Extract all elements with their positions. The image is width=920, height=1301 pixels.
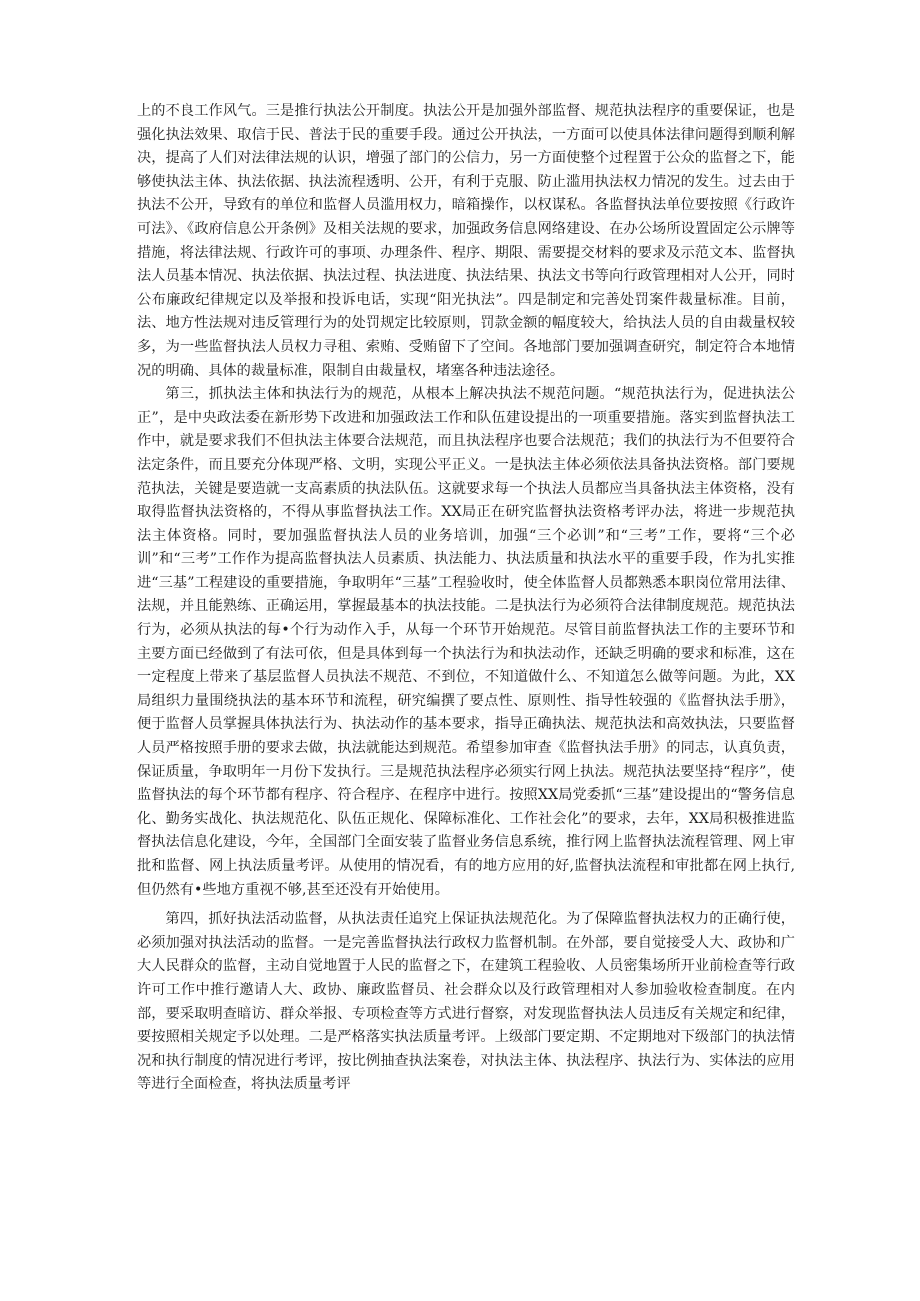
- document-page: [137, 100, 795, 1097]
- paragraph-3: 第四，抓好执法活动监督，从执法责任追究上保证执法规范化。为了保障监督执法权力的正确行使，必须加强对执法活动的监督。一是完善监督执法行政权力监督机制。在外部，要自觉接受人大、政协和广大人民群众的监督，主动自觉地置于人民的监督之下，在建筑工程验收、人员密集场所开业前检查等行政许可工作中推行邀请人大、政协、廉政监督员、社会群众以及行政管理相对人参加验收检查制度。在内部，要采取明查暗访、群众举报、专项检查等方式进行督察，对发现监督执法人员违反有关规定和纪律，要按照相关规定予以处理。二是严格落实执法质量考评。上级部门要定期、不定期地对下级部门的执法情况和执行制度的情况进行考评，按比例抽查执法案卷，对执法主体、执法程序、执法行为、实体法的应用等进行全面检查，将执法质量考评: [137, 911, 795, 1093]
- paragraph-2: 第三，抓执法主体和执法行为的规范，从根本上解决执法不规范问题。“规范执法行为，促进执法公正”，是中央政法委在新形势下改进和加强政法工作和队伍建设提出的一项重要措施。落实到监督执法工作中，就是要求我们不但执法主体要合法规范，而且执法程序也要合法规范；我们的执法行为不但要符合法定条件，而且要充分体现严格、文明，实现公平正义。一是执法主体必须依法具备执法资格。部门要规范执法，关键是要造就一支高素质的执法队伍。这就要求每一个执法人员都应当具备执法主体资格，没有取得监督执法资格的，不得从事监督执法工作。XX局正在研究监督执法资格考评办法，将进一步规范执法主体资格。同时，要加强监督执法人员的业务培训，加强“三个必训”和“三考”工作，要将“三个必训”和“三考”工作作为提高监督执法人员素质、执法能力、执法质量和执法水平的重要手段，作为扎实推进“三基”工程建设的重要措施，争取明年“三基”工程验收时，使全体监督人员都熟悉本职岗位常用法律、法规，并且能熟练、正确运用，掌握最基本的执法技能。二是执法行为必须符合法律制度规范。规范执法行为，必须从执法的每•个行为动作入手，从每一个环节开始规范。尽管目前监督执法工作的主要环节和主要方面已经做到了有法可依，但是具体到每一个执法行为和执法动作，还缺乏明确的要求和标准，这在一定程度上带来了基层监督人员执法不规范、不到位，不知道做什么、不知道怎么做等问题。为此，XX局组织力量围绕执法的基本环节和流程，研究编撰了要点性、原则性、指导性较强的《监督执法手册》，便于监督人员掌握具体执法行为、执法动作的基本要求，指导正确执法、规范执法和高效执法，只要监督人员严格按照手册的要求去做，执法就能达到规范。希望参加审查《监督执法手册》的同志，认真负责，保证质量，争取明年一月份下发执行。三是规范执法程序必须实行网上执法。规范执法要坚持“程序”，使监督执法的每个环节都有程序、符合程序、在程序中进行。按照XX局党委抓“三基”建设提出的“警务信息化、勤务实战化、执法规范化、队伍正规化、保障标准化、工作社会化”的要求，去年，XX局积极推进监督执法信息化建设，今年，全国部门全面安装了监督业务信息系统，推行网上监督执法流程管理、网上审批和监督、网上执法质量考评。从使用的情况看，有的地方应用的好,监督执法流程和审批都在网上执行,但仍然有•些地方重视不够,甚至还没有开始使用。: [137, 386, 795, 898]
- paragraph-1: 上的不良工作风气。三是推行执法公开制度。执法公开是加强外部监督、规范执法程序的重要保证，也是强化执法效果、取信于民、普法于民的重要手段。通过公开执法，一方面可以使具体法律问题得到顺利解决，提高了人们对法律法规的认识，增强了部门的公信力，另一方面使整个过程置于公众的监督之下，能够使执法主体、执法依据、执法流程透明、公开，有利于克服、防止滥用执法权力情况的发生。过去由于执法不公开，导致有的单位和监督人员滥用权力，暗箱操作，以权谋私。各监督执法单位要按照《行政许可法》、《政府信息公开条例》及相关法规的要求，加强政务信息网络建设、在办公场所设置固定公示牌等措施，将法律法规、行政许可的事项、办理条件、程序、期限、需要提交材料的要求及示范文本、监督执法人员基本情况、执法依据、执法过程、执法进度、执法结果、执法文书等向行政管理相对人公开，同时公布廉政纪律规定以及举报和投诉电话，实现“阳光执法”。四是制定和完善处罚案件裁量标准。目前，法、地方性法规对违反管理行为的处罚规定比较原则，罚款金额的幅度较大，给执法人员的自由裁量权较多，为一些监督执法人员权力寻租、索贿、受贿留下了空间。各地部门要加强调查研究，制定符合本地情况的明确、具体的裁量标准，限制自由裁量权，堵塞各种违法途径。: [137, 103, 795, 379]
